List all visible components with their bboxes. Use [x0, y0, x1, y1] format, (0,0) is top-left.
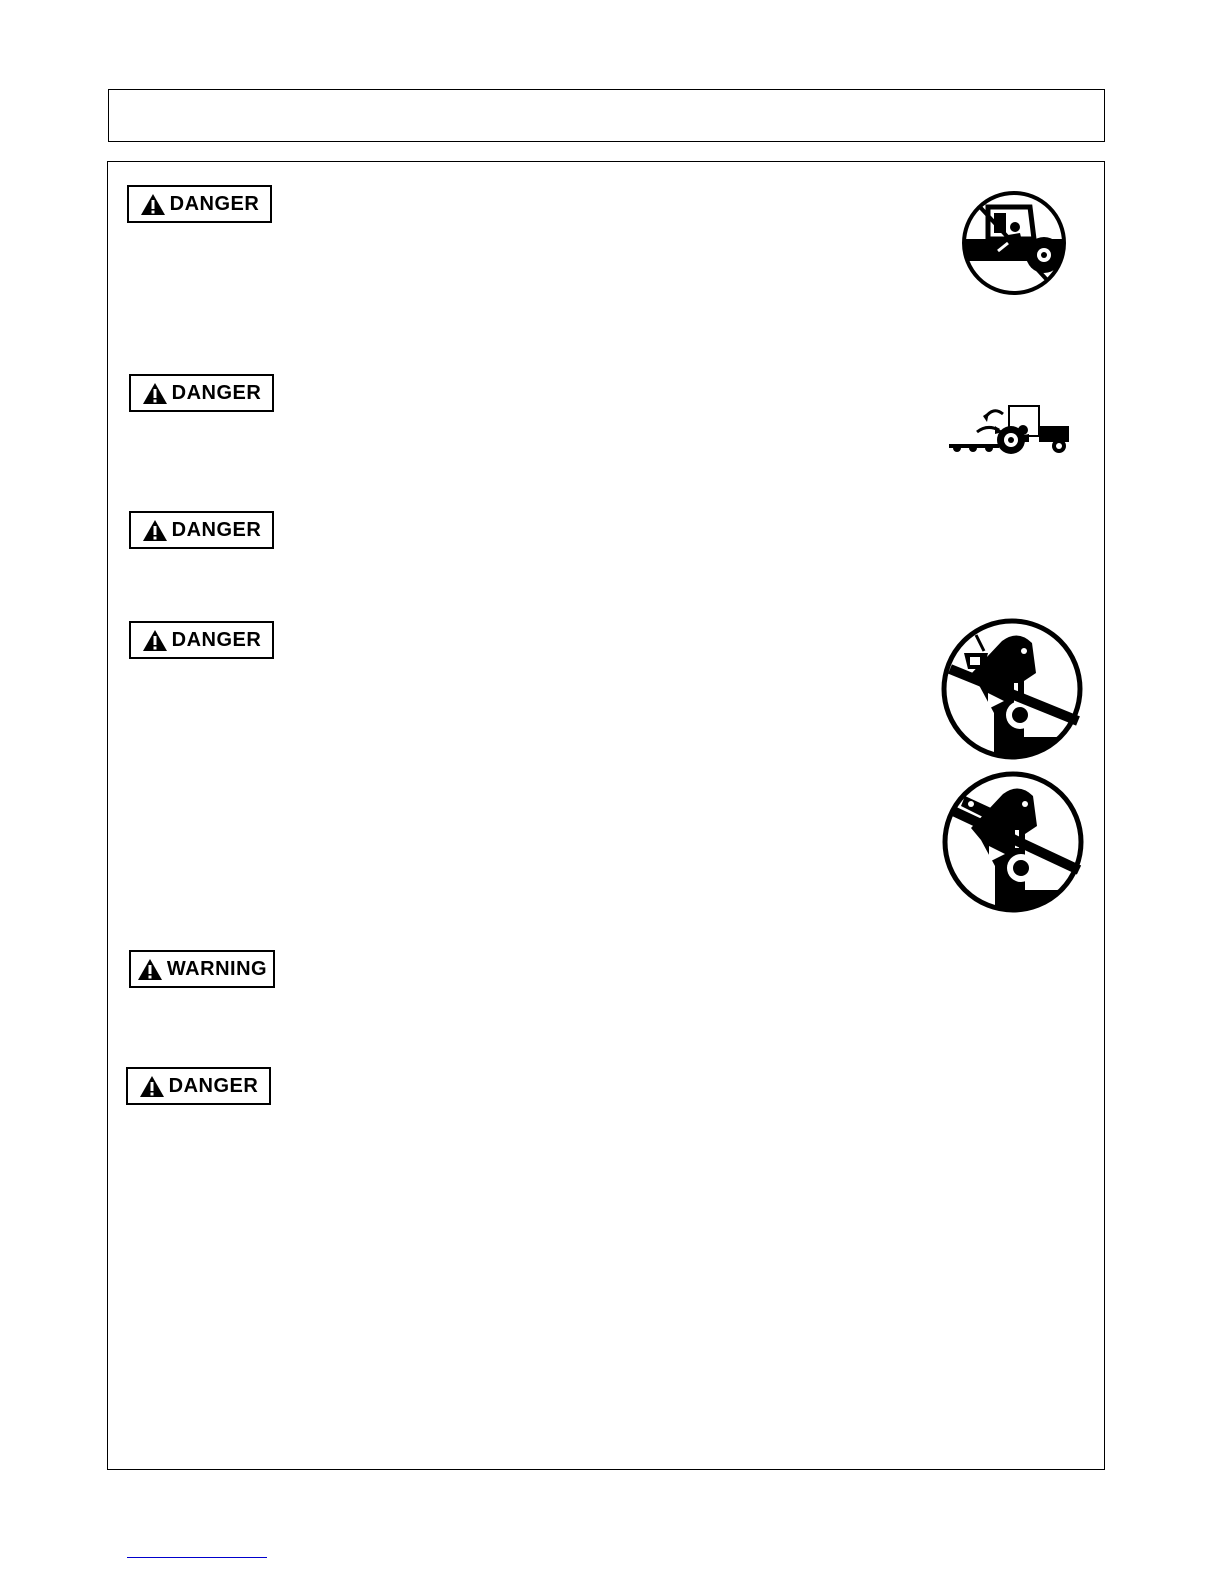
no-drugs-pictogram-icon	[941, 770, 1085, 914]
warning-triangle-icon	[139, 1075, 165, 1098]
danger-label-text: DANGER	[169, 192, 260, 215]
danger-label-1	[127, 185, 272, 223]
danger-label-text: DANGER	[171, 628, 262, 651]
tractor-thrown-object-pictogram-icon	[947, 396, 1072, 456]
danger-label-text: DANGER	[171, 381, 262, 404]
page-header-box	[108, 89, 1105, 142]
warning-triangle-icon	[142, 519, 168, 542]
warning-triangle-icon	[137, 958, 163, 981]
warning-triangle-icon	[140, 193, 166, 216]
warning-label-text: WARNING	[166, 957, 268, 980]
danger-label-4	[129, 621, 274, 659]
warning-label	[129, 950, 275, 988]
no-alcohol-pictogram-icon	[940, 617, 1084, 761]
footer-link-underline[interactable]	[127, 1557, 267, 1558]
danger-label-text: DANGER	[171, 518, 262, 541]
warning-triangle-icon	[142, 629, 168, 652]
danger-label-5	[126, 1067, 271, 1105]
danger-label-3	[129, 511, 274, 549]
warning-triangle-icon	[142, 382, 168, 405]
no-riders-pictogram-icon	[958, 189, 1070, 297]
danger-label-text: DANGER	[168, 1074, 259, 1097]
danger-label-2	[129, 374, 274, 412]
